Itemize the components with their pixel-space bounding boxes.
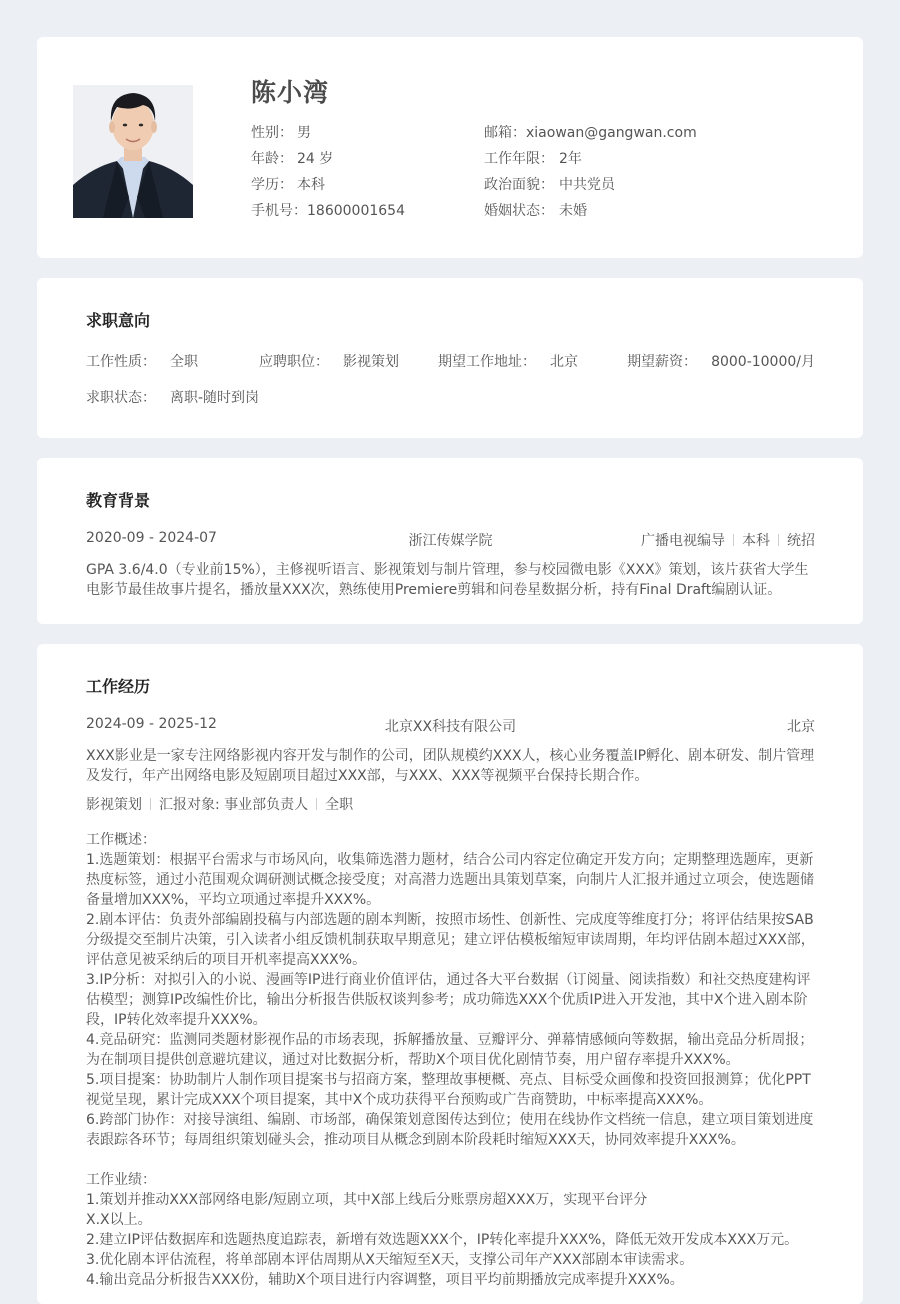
basic-info-right <box>484 120 697 224</box>
work-years-value: 2年 <box>559 151 582 167</box>
candidate-name: 陈小湾 <box>251 78 330 107</box>
job-type-label: 工作性质： <box>86 354 156 370</box>
job-status-label: 求职状态： <box>86 390 156 406</box>
company-name: 北京XX科技有限公司 <box>384 719 517 735</box>
gender-row <box>251 120 405 146</box>
job-intention-card <box>37 278 863 438</box>
divider <box>778 534 779 546</box>
divider <box>733 534 734 546</box>
position-item <box>259 351 399 371</box>
gender-label: 性别： <box>251 125 293 141</box>
employment-type-tag: 全职 <box>325 797 354 813</box>
work-experience-card <box>37 644 863 1304</box>
achievement-item: 1.策划并推动XXX部网络电影/短剧立项，其中X部上线后分账票房超XXX万，实现平台评分 <box>86 1192 648 1208</box>
role-tag: 影视策划 <box>86 797 142 813</box>
work-years-row <box>484 146 697 172</box>
achievement-item: X.X以上。 <box>86 1212 152 1228</box>
gender-value: 男 <box>297 125 311 141</box>
achievement-item: 4.输出竞品分析报告XXX份，辅助X个项目进行内容调整，项目平均前期播放完成率提升XXX%。 <box>86 1272 684 1288</box>
overview-item: 6.跨部门协作：对接导演组、编剧、市场部，确保策划意图传达到位；使用在线协作文档统一信息，建立项目策划进度表跟踪各环节；每周组织策划碰头会，推动项目从概念到剧本阶段耗时缩短XXX天，协同效率提升XXX%。 <box>86 1112 814 1148</box>
phone-row <box>251 198 405 224</box>
overview-item: 2.剧本评估：负责外部编剧投稿与内部选题的剧本判断，按照市场性、创新性、完成度等维度打分；将评估结果按SAB分级提交至制片决策，引入读者小组反馈机制获取早期意见；建立评估模板缩短审读周期，年均评估剧本超过XXX部，评估意见被采纳后的项目开机率提高XXX%。 <box>86 912 815 968</box>
phone-value: 18600001654 <box>307 203 405 219</box>
work-experience-title: 工作经历 <box>86 677 151 696</box>
political-status-value: 中共党员 <box>559 177 615 193</box>
work-location-value: 北京 <box>550 354 578 370</box>
work-years-label: 工作年限： <box>484 151 554 167</box>
avatar-photo-icon <box>73 85 193 218</box>
email-label: 邮箱： <box>484 125 526 141</box>
job-type-item <box>86 351 198 371</box>
divider <box>150 798 151 810</box>
work-details <box>86 830 817 1290</box>
education-header <box>86 530 815 550</box>
salary-value: 8000-10000/月 <box>711 354 815 370</box>
salary-item <box>627 351 815 371</box>
email-value: xiaowan@gangwan.com <box>526 125 697 141</box>
political-status-label: 政治面貌： <box>484 177 554 193</box>
email-row <box>484 120 697 146</box>
education-card <box>37 458 863 624</box>
overview-title: 工作概述： <box>86 832 156 848</box>
spacer <box>86 1150 817 1170</box>
work-header <box>86 716 815 736</box>
education-level-row <box>251 172 405 198</box>
work-location-label: 期望工作地址： <box>438 354 536 370</box>
job-status-value: 离职-随时到岗 <box>170 390 260 406</box>
education-title: 教育背景 <box>86 491 151 510</box>
education-level-label: 学历： <box>251 177 293 193</box>
position-label: 应聘职位： <box>259 354 329 370</box>
work-city: 北京 <box>787 719 815 735</box>
overview-item: 3.IP分析：对拟引入的小说、漫画等IP进行商业价值评估，通过各大平台数据（订阅量、阅读指数）和社交热度建构评估模型；测算IP改编性价比，输出分析报告供版权谈判参考；成功筛选XXX个优质IP进入开发池，其中X个进入剧本阶段，IP转化效率提升XXX%。 <box>86 972 811 1028</box>
marital-status-row <box>484 198 697 224</box>
education-level-value: 本科 <box>297 177 325 193</box>
age-label: 年龄： <box>251 151 293 167</box>
marital-status-label: 婚姻状态： <box>484 203 554 219</box>
phone-label: 手机号： <box>251 203 307 219</box>
school-name: 浙江传媒学院 <box>408 533 493 549</box>
political-status-row <box>484 172 697 198</box>
marital-status-value: 未婚 <box>559 203 587 219</box>
achievement-item: 3.优化剧本评估流程，将单部剧本评估周期从X天缩短至X天，支撑公司年产XXX部剧本审读需求。 <box>86 1252 694 1268</box>
education-description: GPA 3.6/4.0（专业前15%），主修视听语言、影视策划与制片管理，参与校园微电影《XXX》策划，该片获省大学生电影节最佳故事片提名，播放量XXX次，熟练使用Premiere剪辑和问卷星数据分析，持有Final Draft编剧认证。 <box>86 562 809 598</box>
avatar <box>73 85 193 218</box>
overview-item: 4.竞品研究：监测同类题材影视作品的市场表现，拆解播放量、豆瓣评分、弹幕情感倾向等数据，输出竞品分析周报；为在制项目提供创意避坑建议，通过对比数据分析，帮助X个项目优化剧情节奏，用户留存率提升XXX%。 <box>86 1032 814 1068</box>
work-tags <box>86 794 353 814</box>
job-status-item <box>86 387 259 407</box>
profile-card <box>37 37 863 258</box>
job-intention-title: 求职意向 <box>86 311 151 330</box>
salary-label: 期望薪资： <box>627 354 698 370</box>
education-period: 2020-09 - 2024-07 <box>86 530 217 546</box>
work-location-item <box>438 351 578 371</box>
work-period: 2024-09 - 2025-12 <box>86 716 217 732</box>
position-value: 影视策划 <box>343 354 399 370</box>
achievements-title: 工作业绩： <box>86 1172 156 1188</box>
major: 广播电视编导 <box>641 533 725 549</box>
overview-item: 1.选题策划：根据平台需求与市场风向，收集筛选潜力题材，结合公司内容定位确定开发方向；定期整理选题库，更新热度标签，通过小范围观众调研测试概念接受度；对高潜力选题出具策划草案，向制片人汇报并通过立项会，使选题储备量增加XXX%，平均立项通过率提升XXX%。 <box>86 852 814 908</box>
basic-info-left <box>251 120 405 224</box>
company-intro: XXX影业是一家专注网络影视内容开发与制作的公司，团队规模约XXX人，核心业务覆盖IP孵化、剧本研发、制片管理及发行，年产出网络电影及短剧项目超过XXX部，与XXX、XXX等视频平台保持长期合作。 <box>86 748 815 784</box>
divider <box>316 798 317 810</box>
degree: 本科 <box>742 533 770 549</box>
age-value: 24 岁 <box>297 151 334 167</box>
job-type-value: 全职 <box>170 354 198 370</box>
achievement-item: 2.建立IP评估数据库和选题热度追踪表，新增有效选题XXX个，IP转化率提升XXX%，降低无效开发成本XXX万元。 <box>86 1232 799 1248</box>
overview-item: 5.项目提案：协助制片人制作项目提案书与招商方案，整理故事梗概、亮点、目标受众画像和投资回报测算；优化PPT视觉呈现，累计完成XXX个项目提案，其中X个成功获得平台预购或广告商赞助，中标率提高XXX%。 <box>86 1072 811 1108</box>
enrollment-type: 统招 <box>787 533 815 549</box>
education-details <box>641 530 815 550</box>
age-row <box>251 146 405 172</box>
report-to-tag: 汇报对象: 事业部负责人 <box>159 797 309 813</box>
